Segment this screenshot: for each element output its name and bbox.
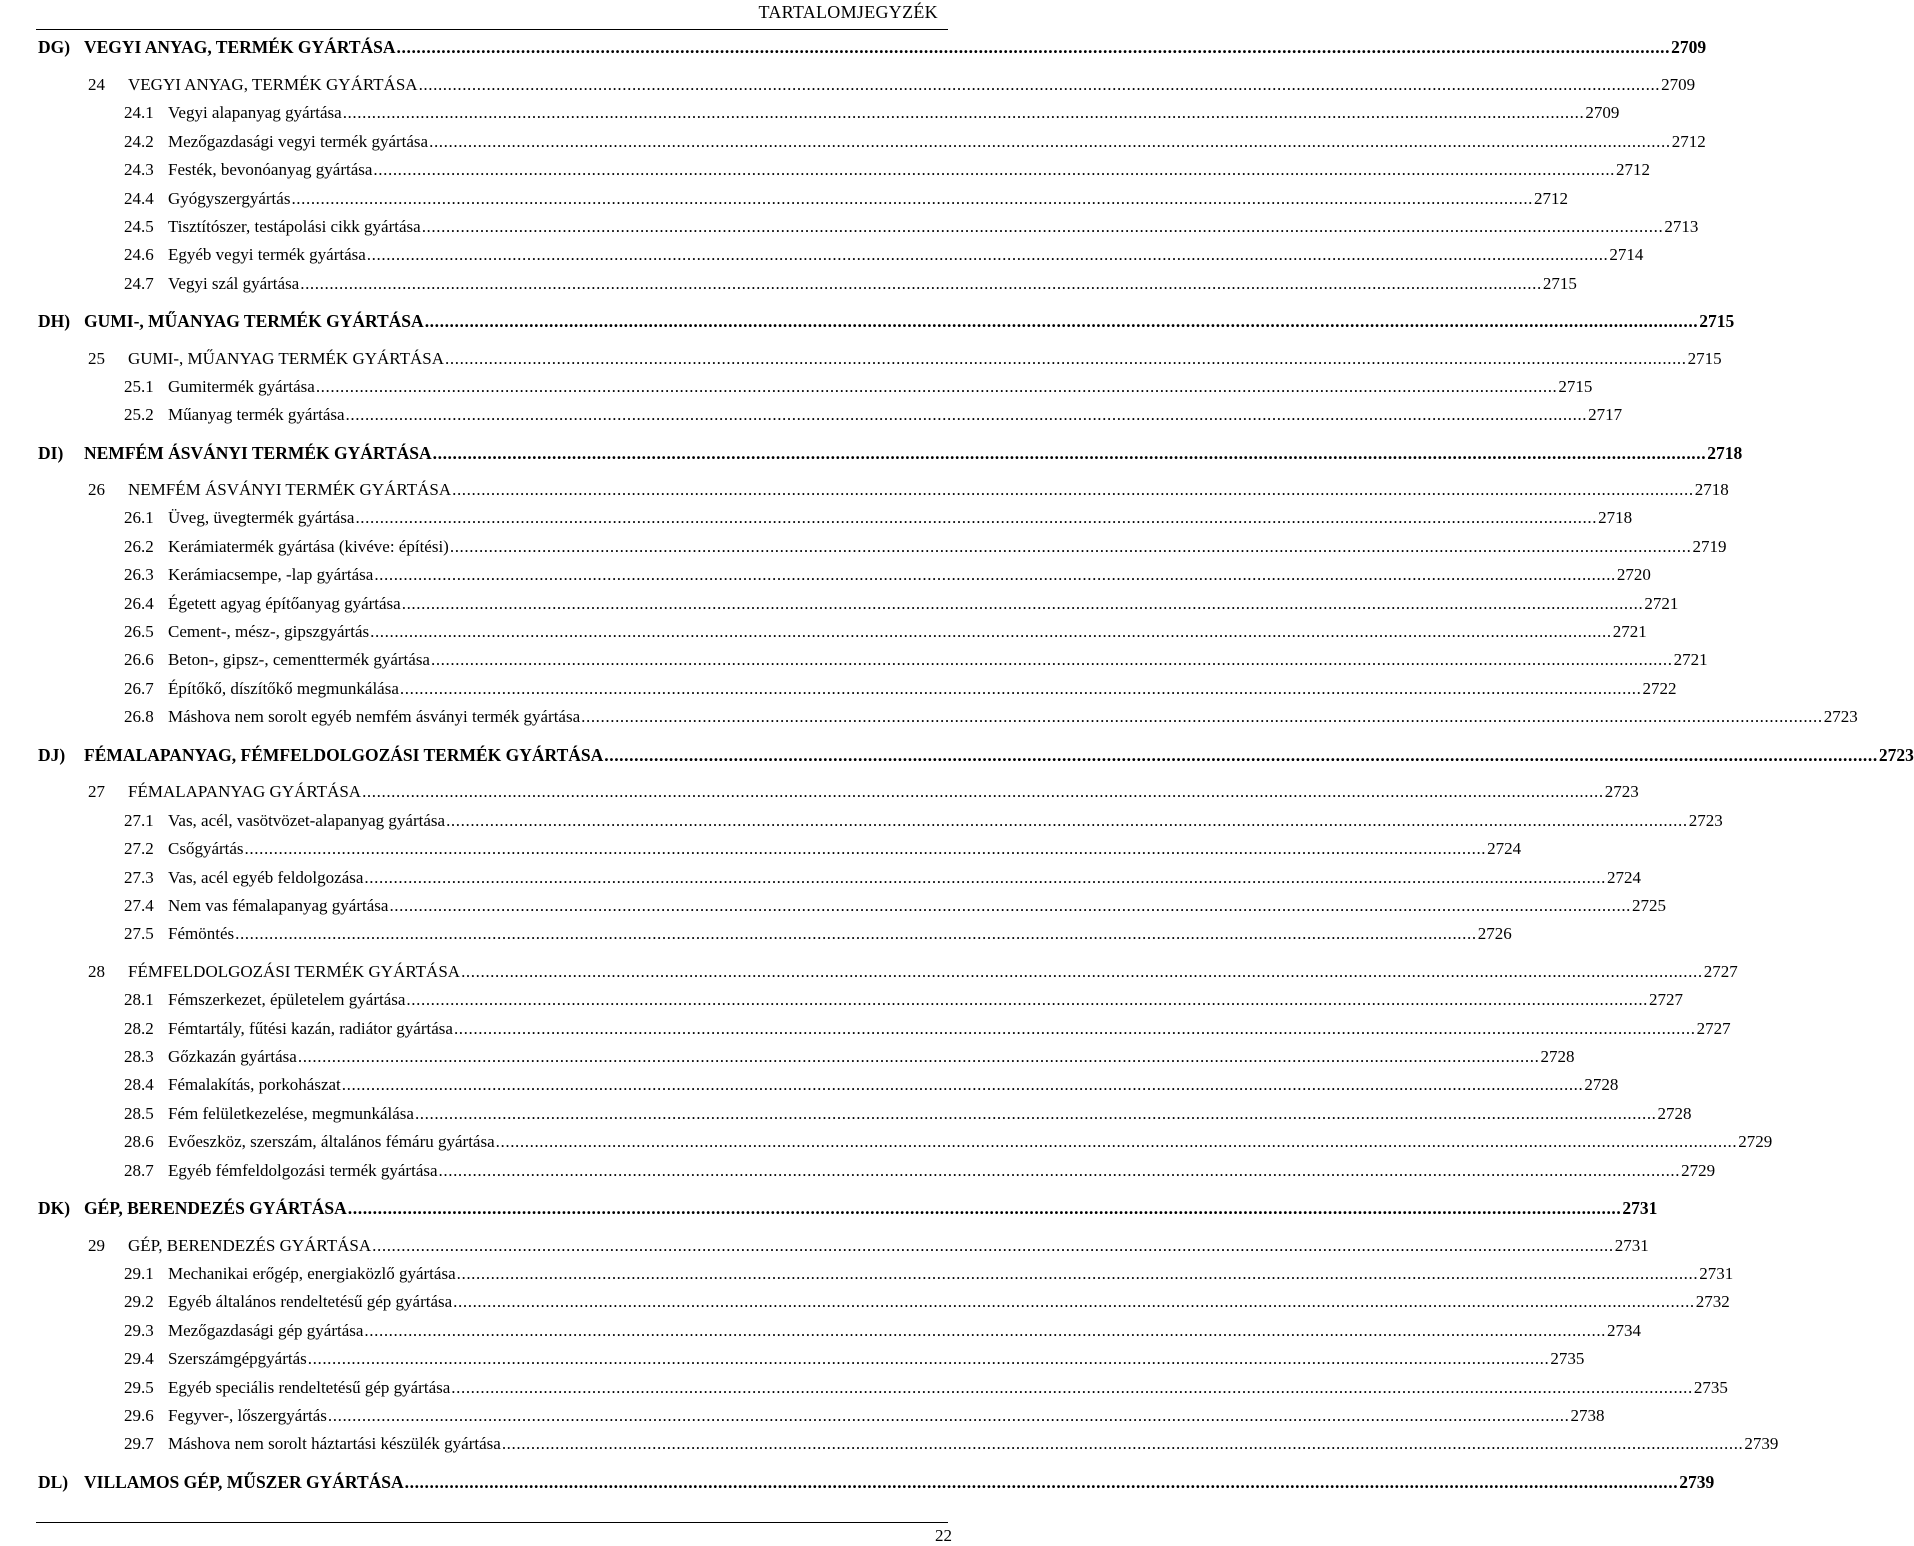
toc-group-entry[interactable] [38,1261,1734,1287]
toc-entry-page: 2731 [1699,1264,1734,1283]
toc-entry-code: 25 [88,349,105,368]
toc-entry-code: 26.3 [124,565,154,584]
toc-entry-code: DL) [38,1472,69,1492]
toc-entry-page: 2721 [1644,594,1679,613]
toc-dot-leader: ................................................................................................................................................................................................................................................................ [373,160,1616,179]
toc-entry-title: Fémalakítás, porkohászat [168,1075,341,1094]
toc-dot-leader: ................................................................................................................................................................................................................................................................ [406,990,1649,1009]
toc-entry-code: 28.7 [124,1161,154,1180]
toc-group-entry[interactable] [38,129,1706,155]
toc-entry-code: 28.4 [124,1075,154,1094]
toc-group-entry[interactable] [38,402,1623,428]
toc-entry-title: Csőgyártás [168,839,244,858]
toc-entry-code: 28.1 [124,990,154,1009]
toc-dot-leader: ................................................................................................................................................................................................................................................................ [424,311,1699,331]
toc-dot-leader: ................................................................................................................................................................................................................................................................ [291,189,1534,208]
toc-entry-page: 2718 [1707,443,1743,463]
toc-entry-title: Fémtartály, fűtési kazán, radiátor gyártása [168,1019,453,1038]
toc-entry-code: 28 [88,962,105,981]
toc-division-entry[interactable] [38,477,1729,503]
toc-entry-title: Fém felületkezelése, megmunkálása [168,1104,414,1123]
toc-entry-title: Evőeszköz, szerszám, általános fémáru gyártása [168,1132,495,1151]
toc-entry-page: 2725 [1632,896,1667,915]
toc-entry-code: 24.1 [124,103,154,122]
toc-dot-leader: ................................................................................................................................................................................................................................................................ [362,782,1604,801]
toc-entry-code: 29.5 [124,1378,154,1397]
toc-group-entry[interactable] [38,647,1708,673]
toc-entry-page: 2721 [1673,650,1708,669]
toc-entry-code: 24.7 [124,274,154,293]
toc-dot-leader: ................................................................................................................................................................................................................................................................ [453,1292,1695,1311]
toc-entry-title: Vas, acél, vasötvözet-alapanyag gyártása [168,811,446,830]
toc-entry-page: 2720 [1616,565,1651,584]
toc-dot-leader: ................................................................................................................................................................................................................................................................ [404,1472,1679,1492]
toc-division-entry[interactable] [38,779,1639,805]
toc-dot-leader: ................................................................................................................................................................................................................................................................ [461,962,1703,981]
toc-entry-code: 28.2 [124,1019,154,1038]
toc-dot-leader: ................................................................................................................................................................................................................................................................ [604,745,1878,765]
toc-group-entry[interactable] [38,591,1679,617]
toc-dot-leader: ................................................................................................................................................................................................................................................................ [432,443,1707,463]
toc-entry-title: GUMI-, MŰANYAG TERMÉK GYÁRTÁSA [84,311,424,331]
toc-entry-page: 2718 [1598,508,1633,527]
toc-entry-code: 29.1 [124,1264,154,1283]
toc-entry-page: 2735 [1693,1378,1728,1397]
toc-division-entry[interactable] [38,346,1722,372]
toc-entry-page: 2712 [1671,132,1706,151]
toc-entry-title: VEGYI ANYAG, TERMÉK GYÁRTÁSA [128,75,418,94]
toc-entry-title: Gyógyszergyártás [168,189,291,208]
toc-group-entry[interactable] [38,1044,1575,1070]
toc-entry-code: 27.3 [124,868,154,887]
toc-dot-leader: ................................................................................................................................................................................................................................................................ [501,1434,1744,1453]
toc-entry-page: 2709 [1585,103,1620,122]
toc-entry-code: 29.4 [124,1349,154,1368]
toc-entry-title: Máshova nem sorolt egyéb nemfém ásványi termék gyártása [168,707,581,726]
toc-section-entry[interactable] [38,308,1735,334]
toc-entry-page: 2712 [1534,189,1569,208]
header-rule [36,29,948,30]
toc-group-entry[interactable] [38,1016,1731,1042]
toc-dot-leader: ................................................................................................................................................................................................................................................................ [235,924,1477,943]
toc-dot-leader: ................................................................................................................................................................................................................................................................ [341,1075,1584,1094]
toc-entry-title: Építőkő, díszítőkő megmunkálása [168,679,399,698]
toc-entry-page: 2727 [1703,962,1738,981]
toc-group-entry[interactable] [38,1158,1716,1184]
toc-dot-leader: ................................................................................................................................................................................................................................................................ [495,1132,1738,1151]
toc-dot-leader: ................................................................................................................................................................................................................................................................ [438,1161,1681,1180]
toc-entry-title: Gumitermék gyártása [168,377,315,396]
toc-entry-page: 2738 [1570,1406,1605,1425]
toc-group-entry[interactable] [38,1129,1773,1155]
toc-entry-title: GÉP, BERENDEZÉS GYÁRTÁSA [128,1236,372,1255]
toc-entry-code: 26.6 [124,650,154,669]
toc-entry-code: 29.3 [124,1321,154,1340]
toc-entry-code: DG) [38,37,71,57]
toc-entry-title: NEMFÉM ÁSVÁNYI TERMÉK GYÁRTÁSA [84,443,432,463]
toc-dot-leader: ................................................................................................................................................................................................................................................................ [355,508,1598,527]
toc-group-entry[interactable] [38,808,1723,834]
toc-group-entry[interactable] [38,1346,1585,1372]
toc-group-entry[interactable] [38,676,1677,702]
toc-dot-leader: ................................................................................................................................................................................................................................................................ [399,679,1642,698]
toc-entry-page: 2726 [1477,924,1512,943]
toc-entry-page: 2723 [1823,707,1858,726]
toc-entry-page: 2739 [1679,1472,1715,1492]
toc-entry-code: 26.7 [124,679,154,698]
toc-group-entry[interactable] [38,836,1522,862]
toc-group-entry[interactable] [38,987,1684,1013]
toc-group-entry[interactable] [38,1072,1619,1098]
toc-group-entry[interactable] [38,374,1593,400]
toc-entry-page: 2731 [1614,1236,1649,1255]
toc-dot-leader: ................................................................................................................................................................................................................................................................ [244,839,1487,858]
toc-dot-leader: ................................................................................................................................................................................................................................................................ [429,132,1671,151]
footer-rule [36,1522,948,1523]
toc-division-entry[interactable] [38,72,1696,98]
toc-entry-title: NEMFÉM ÁSVÁNYI TERMÉK GYÁRTÁSA [128,480,452,499]
toc-entry-code: DJ) [38,745,66,765]
toc-dot-leader: ................................................................................................................................................................................................................................................................ [421,217,1664,236]
toc-entry-title: Egyéb speciális rendeltetésű gép gyártása [168,1378,451,1397]
toc-entry-title: Beton-, gipsz-, cementtermék gyártása [168,650,430,669]
toc-dot-leader: ................................................................................................................................................................................................................................................................ [581,707,1823,726]
toc-entry-page: 2728 [1584,1075,1619,1094]
toc-entry-code: 27.4 [124,896,154,915]
toc-dot-leader: ................................................................................................................................................................................................................................................................ [374,565,1616,584]
toc-dot-leader: ................................................................................................................................................................................................................................................................ [430,650,1673,669]
toc-dot-leader: ................................................................................................................................................................................................................................................................ [300,274,1542,293]
toc-entry-code: 26.4 [124,594,154,613]
toc-entry-page: 2715 [1687,349,1722,368]
toc-entry-code: 27.5 [124,924,154,943]
toc-group-entry[interactable] [38,100,1620,126]
toc-entry-page: 2727 [1649,990,1684,1009]
toc-dot-leader: ................................................................................................................................................................................................................................................................ [414,1104,1657,1123]
toc-entry-page: 2714 [1609,245,1644,264]
toc-entry-title: Fegyver-, lőszergyártás [168,1406,327,1425]
toc-group-entry[interactable] [38,562,1651,588]
toc-entry-page: 2724 [1487,839,1522,858]
toc-entry-title: VILLAMOS GÉP, MŰSZER GYÁRTÁSA [84,1472,404,1492]
toc-entry-title: Gőzkazán gyártása [168,1047,297,1066]
toc-division-entry[interactable] [38,959,1738,985]
toc-group-entry[interactable] [38,157,1651,183]
toc-entry-code: DK) [38,1198,71,1218]
toc-group-entry[interactable] [38,1318,1642,1344]
toc-entry-code: 26 [88,480,105,499]
toc-entry-title: Műanyag termék gyártása [168,405,345,424]
toc-entry-page: 2724 [1607,868,1642,887]
toc-group-entry[interactable] [38,1375,1728,1401]
toc-entry-page: 2721 [1612,622,1647,641]
toc-entry-code: 29 [88,1236,105,1255]
toc-entry-code: 28.6 [124,1132,154,1151]
toc-entry-page: 2709 [1661,75,1696,94]
toc-entry-code: 26.2 [124,537,154,556]
toc-entry-title: Mechanikai erőgép, energiaközlő gyártása [168,1264,456,1283]
toc-entry-title: Cement-, mész-, gipszgyártás [168,622,370,641]
toc-group-entry[interactable] [38,619,1647,645]
toc-entry-code: 26.5 [124,622,154,641]
toc-group-entry[interactable] [38,1101,1692,1127]
toc-entry-page: 2715 [1699,311,1735,331]
toc-dot-leader: ................................................................................................................................................................................................................................................................ [364,1321,1607,1340]
toc-group-entry[interactable] [38,271,1577,297]
toc-entry-page: 2715 [1558,377,1593,396]
toc-group-entry[interactable] [38,1431,1779,1457]
toc-entry-title: FÉMALAPANYAG, FÉMFELDOLGOZÁSI TERMÉK GYÁRTÁSA [84,745,604,765]
toc-dot-leader: ................................................................................................................................................................................................................................................................ [297,1047,1540,1066]
toc-dot-leader: ................................................................................................................................................................................................................................................................ [445,349,1687,368]
toc-entry-code: 24.4 [124,189,154,208]
toc-entry-title: Tisztítószer, testápolási cikk gyártása [168,217,421,236]
toc-entry-code: 27.2 [124,839,154,858]
toc-entry-title: Egyéb általános rendeltetésű gép gyártása [168,1292,453,1311]
toc-section-entry[interactable] [38,34,1707,60]
toc-section-entry[interactable] [38,440,1743,466]
toc-group-entry[interactable] [38,893,1667,919]
toc-group-entry[interactable] [38,214,1699,240]
toc-entry-code: 24.6 [124,245,154,264]
toc-entry-title: Vegyi szál gyártása [168,274,300,293]
toc-group-entry[interactable] [38,242,1644,268]
toc-entry-page: 2723 [1878,745,1914,765]
toc-entry-code: 24 [88,75,105,94]
toc-entry-code: 27.1 [124,811,154,830]
toc-dot-leader: ................................................................................................................................................................................................................................................................ [364,868,1607,887]
toc-entry-code: 27 [88,782,105,801]
toc-entry-page: 2719 [1692,537,1727,556]
toc-section-entry[interactable] [38,742,1914,768]
toc-entry-code: 24.2 [124,132,154,151]
toc-dot-leader: ................................................................................................................................................................................................................................................................ [370,622,1612,641]
toc-entry-title: Fémöntés [168,924,235,943]
toc-entry-page: 2731 [1622,1198,1658,1218]
toc-entry-code: 25.1 [124,377,154,396]
toc-entry-title: Máshova nem sorolt háztartási készülék gyártása [168,1434,501,1453]
toc-entry-title: Festék, bevonóanyag gyártása [168,160,373,179]
toc-entry-page: 2728 [1540,1047,1575,1066]
toc-entry-code: DI) [38,443,64,463]
toc-entry-title: Vegyi alapanyag gyártása [168,103,342,122]
toc-entry-page: 2715 [1542,274,1577,293]
toc-dot-leader: ................................................................................................................................................................................................................................................................ [446,811,1688,830]
toc-dot-leader: ................................................................................................................................................................................................................................................................ [366,245,1609,264]
toc-dot-leader: ................................................................................................................................................................................................................................................................ [452,480,1694,499]
toc-entry-code: 24.5 [124,217,154,236]
toc-dot-leader: ................................................................................................................................................................................................................................................................ [342,103,1585,122]
toc-entry-title: Üveg, üvegtermék gyártása [168,508,355,527]
toc-dot-leader: ................................................................................................................................................................................................................................................................ [347,1198,1622,1218]
toc-entry-title: Egyéb fémfeldolgozási termék gyártása [168,1161,438,1180]
toc-entry-code: 28.3 [124,1047,154,1066]
toc-dot-leader: ................................................................................................................................................................................................................................................................ [453,1019,1696,1038]
toc-entry-page: 2739 [1744,1434,1779,1453]
toc-entry-page: 2722 [1642,679,1677,698]
toc-entry-title: Szerszámgépgyártás [168,1349,307,1368]
toc-entry-title: Nem vas fémalapanyag gyártása [168,896,389,915]
toc-entry-title: GÉP, BERENDEZÉS GYÁRTÁSA [84,1198,347,1218]
toc-entry-title: GUMI-, MŰANYAG TERMÉK GYÁRTÁSA [128,349,445,368]
toc-entry-page: 2723 [1688,811,1723,830]
toc-entry-page: 2723 [1604,782,1639,801]
toc-entry-page: 2734 [1607,1321,1642,1340]
toc-group-entry[interactable] [38,921,1512,947]
toc-entry-page: 2727 [1696,1019,1731,1038]
toc-dot-leader: ................................................................................................................................................................................................................................................................ [307,1349,1550,1368]
toc-entry-code: 26.1 [124,508,154,527]
toc-entry-title: Mezőgazdasági vegyi termék gyártása [168,132,429,151]
toc-entry-code: 24.3 [124,160,154,179]
toc-entry-code: 29.2 [124,1292,154,1311]
toc-section-entry[interactable] [38,1195,1658,1221]
toc-entry-page: 2718 [1694,480,1729,499]
toc-entry-page: 2729 [1738,1132,1773,1151]
toc-entry-code: 26.8 [124,707,154,726]
toc-entry-title: FÉMFELDOLGOZÁSI TERMÉK GYÁRTÁSA [128,962,461,981]
toc-dot-leader: ................................................................................................................................................................................................................................................................ [418,75,1661,94]
toc-group-entry[interactable] [38,186,1569,212]
toc-entry-title: Kerámiacsempe, -lap gyártása [168,565,374,584]
toc-group-entry[interactable] [38,505,1633,531]
toc-entry-title: VEGYI ANYAG, TERMÉK GYÁRTÁSA [84,37,396,57]
toc-entry-page: 2732 [1695,1292,1730,1311]
toc-group-entry[interactable] [38,1289,1730,1315]
toc-dot-leader: ................................................................................................................................................................................................................................................................ [449,537,1692,556]
toc-entry-page: 2709 [1671,37,1707,57]
toc-entry-title: Fémszerkezet, épületelem gyártása [168,990,406,1009]
toc-entry-page: 2713 [1664,217,1699,236]
toc-entry-code: 28.5 [124,1104,154,1123]
toc-entry-page: 2729 [1681,1161,1716,1180]
toc-division-entry[interactable] [38,1233,1649,1259]
toc-dot-leader: ................................................................................................................................................................................................................................................................ [389,896,1632,915]
toc-group-entry[interactable] [38,534,1727,560]
toc-entry-page: 2717 [1588,405,1623,424]
toc-entry-code: 29.7 [124,1434,154,1453]
toc-entry-page: 2728 [1657,1104,1692,1123]
toc-group-entry[interactable] [38,1403,1605,1429]
toc-dot-leader: ................................................................................................................................................................................................................................................................ [396,37,1671,57]
toc-entry-code: DH) [38,311,71,331]
toc-section-entry[interactable] [38,1469,1715,1495]
toc-entry-title: Vas, acél egyéb feldolgozása [168,868,364,887]
page-number: 22 [935,1526,952,1545]
toc-entry-title: Égetett agyag építőanyag gyártása [168,594,401,613]
toc-dot-leader: ................................................................................................................................................................................................................................................................ [315,377,1558,396]
toc-entry-code: 29.6 [124,1406,154,1425]
toc-dot-leader: ................................................................................................................................................................................................................................................................ [372,1236,1614,1255]
toc-dot-leader: ................................................................................................................................................................................................................................................................ [456,1264,1699,1283]
toc-entry-title: Kerámiatermék gyártása (kivéve: építési) [168,537,449,556]
toc-dot-leader: ................................................................................................................................................................................................................................................................ [345,405,1588,424]
toc-entry-title: Mezőgazdasági gép gyártása [168,1321,364,1340]
toc-entry-title: FÉMALAPANYAG GYÁRTÁSA [128,782,362,801]
toc-dot-leader: ................................................................................................................................................................................................................................................................ [327,1406,1570,1425]
toc-entry-code: 25.2 [124,405,154,424]
toc-entry-page: 2712 [1616,160,1651,179]
toc-group-entry[interactable] [38,865,1642,891]
toc-group-entry[interactable] [38,704,1858,730]
toc-dot-leader: ................................................................................................................................................................................................................................................................ [401,594,1644,613]
toc-entry-title: Egyéb vegyi termék gyártása [168,245,366,264]
toc-dot-leader: ................................................................................................................................................................................................................................................................ [451,1378,1693,1397]
page-header-title: TARTALOMJEGYZÉK [758,2,938,22]
toc-entry-page: 2735 [1550,1349,1585,1368]
